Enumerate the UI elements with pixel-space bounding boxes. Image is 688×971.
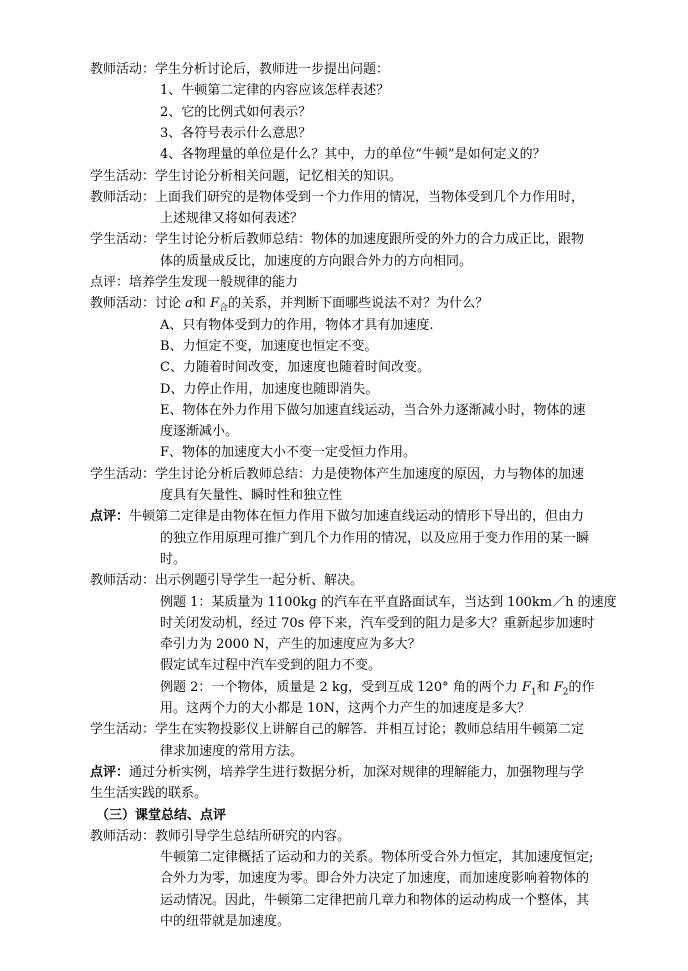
text-pre: 讨论 (155, 296, 186, 312)
text: 学生分析讨论后，教师进一步提出问题： (155, 62, 390, 77)
label: 教师活动： (90, 62, 156, 77)
question-1: 1、牛顿第二定律的内容应该怎样表述？ (160, 83, 390, 99)
label: 点评： (90, 275, 130, 290)
question-4: 4、各物理量的单位是什么？其中，力的单位“牛顿”是如何定义的？ (160, 147, 546, 163)
label: 教师活动： (90, 296, 156, 312)
label: 教师活动： (90, 573, 156, 589)
label: 点评： (90, 509, 130, 525)
text: 学生讨论分析后教师总结：力是使物体产生加速度的原因，力与物体的加速 (155, 466, 585, 482)
student-activity-3 (90, 467, 584, 483)
comment-2 (90, 509, 584, 525)
question-2: 2、它的比例式如何表示？ (160, 104, 312, 120)
example-1-cont3: 假定试车过程中汽车受到的阻力不变。 (160, 658, 382, 674)
student-activity-4 (90, 722, 584, 738)
label: 点评： (90, 764, 130, 780)
text: 学生讨论分析相关问题，记忆相关的知识。 (155, 168, 403, 184)
text-mid: 和 (192, 296, 211, 312)
text: 学生在实物投影仪上讲解自己的解答．并相互讨论；教师总结用牛顿第二定 (155, 722, 585, 738)
comment-1 (90, 275, 298, 291)
text: 教师引导学生总结所研究的内容。 (155, 828, 351, 844)
teacher-activity-2-cont: 上述规律又将如何表述？ (160, 211, 304, 227)
question-3: 3、各符号表示什么意思？ (160, 125, 312, 141)
symbol-F1: F (521, 679, 531, 695)
symbol-sub: 合 (219, 303, 229, 314)
option-f: F、物体的加速度大小不变一定受恒力作用。 (160, 445, 417, 461)
label: 教师活动： (90, 828, 156, 844)
teacher-activity-1 (90, 62, 389, 78)
teacher-activity-2 (90, 190, 584, 206)
text: 出示例题引导学生一起分析、解决。 (155, 573, 364, 589)
text-pre: 例题 2：一个物体，质量是 2 kg，受到互成 120° 角的两个力 (160, 679, 522, 695)
student-activity-2-cont: 体的质量成反比，加速度的方向跟合外力的方向相同。 (160, 253, 473, 269)
label: 学生活动： (90, 722, 156, 738)
text: 牛顿第二定律是由物体在恒力作用下做匀加速直线运动的情形下导出的，但由力 (129, 509, 585, 525)
summary-line-3: 运动情况。因此，牛顿第二定律把前几章力和物体的运动构成一个整体，其 (160, 892, 590, 908)
option-d: D、力停止作用，加速度也随即消失。 (160, 381, 379, 397)
label: 学生活动： (90, 466, 156, 482)
summary-line-1: 牛顿第二定律概括了运动和力的关系。物体所受合外力恒定，其加速度恒定; (160, 850, 594, 866)
label: 学生活动： (90, 168, 156, 184)
sub-2: 2 (562, 687, 569, 698)
option-b: B、力恒定不变，加速度也恒定不变。 (160, 338, 378, 354)
comment-3 (90, 765, 584, 781)
text: 通过分析实例，培养学生进行数据分析，加深对规律的理解能力，加强物理与学 (129, 764, 585, 780)
example-1-cont: 时关闭发动机，经过 70s 停下来，汽车受到的阻力是多大？重新起步加速时 (160, 615, 595, 631)
summary-line-2: 合外力为零，加速度为零。即合外力决定了加速度，而加速度影响着物体的 (160, 871, 590, 887)
comment-2-cont2: 时。 (160, 551, 187, 567)
student-activity-1 (90, 169, 402, 185)
comment-2-cont: 的独立作用原理可推广到几个力作用的情况，以及应用于变力作用的某一瞬 (160, 530, 590, 546)
option-e: E、物体在外力作用下做匀加速直线运动，当合外力逐渐减小时，物体的速 (160, 402, 586, 418)
text-and: 和 (536, 679, 554, 695)
text: 上面我们研究的是物体受到一个力作用的情况，当物体受到几个力作用时， (155, 189, 585, 205)
student-activity-3-cont: 度具有矢量性、瞬时性和独立性 (160, 488, 343, 503)
comment-3-cont: 生生活实践的联系。 (90, 786, 208, 802)
summary-line-4: 中的纽带就是加速度。 (160, 914, 291, 929)
label: 教师活动： (90, 189, 156, 205)
example-1: 例题 1：某质量为 1100kg 的汽车在平直路面试车，当达到 100km／h 的速度 (160, 594, 617, 610)
student-activity-4-cont: 律求加速度的常用方法。 (160, 743, 304, 759)
label: 学生活动： (90, 232, 156, 248)
text: 学生讨论分析后教师总结：物体的加速度跟所受的外力的合力成正比，跟物 (155, 232, 585, 248)
text: 培养学生发现一般规律的能力 (129, 275, 299, 290)
teacher-activity-4 (90, 573, 363, 589)
teacher-activity-3 (90, 296, 488, 317)
section-heading: （三）课堂总结、点评 (96, 807, 227, 823)
teacher-activity-5 (90, 829, 350, 845)
example-2 (160, 680, 595, 701)
symbol-a: a (185, 296, 193, 312)
example-2-cont: 用。这两个力的大小都是 10N，这两个力产生的加速度是多大？ (160, 701, 531, 716)
option-a: A、只有物体受到力的作用，物体才具有加速度. (160, 317, 434, 333)
sub-1: 1 (530, 687, 537, 698)
option-c: C、力随着时间改变，加速度也随着时间改变。 (160, 360, 430, 376)
text-post: 的作 (568, 679, 595, 695)
symbol-F2: F (553, 679, 563, 695)
example-1-cont2: 牵引力为 2000 N，产生的加速度应为多大？ (160, 637, 421, 653)
option-e-cont: 度逐渐减小。 (160, 424, 239, 440)
student-activity-2 (90, 232, 584, 248)
symbol-F: F (210, 296, 220, 312)
text-post: 的关系，并判断下面哪些说法不对？为什么？ (228, 296, 489, 312)
